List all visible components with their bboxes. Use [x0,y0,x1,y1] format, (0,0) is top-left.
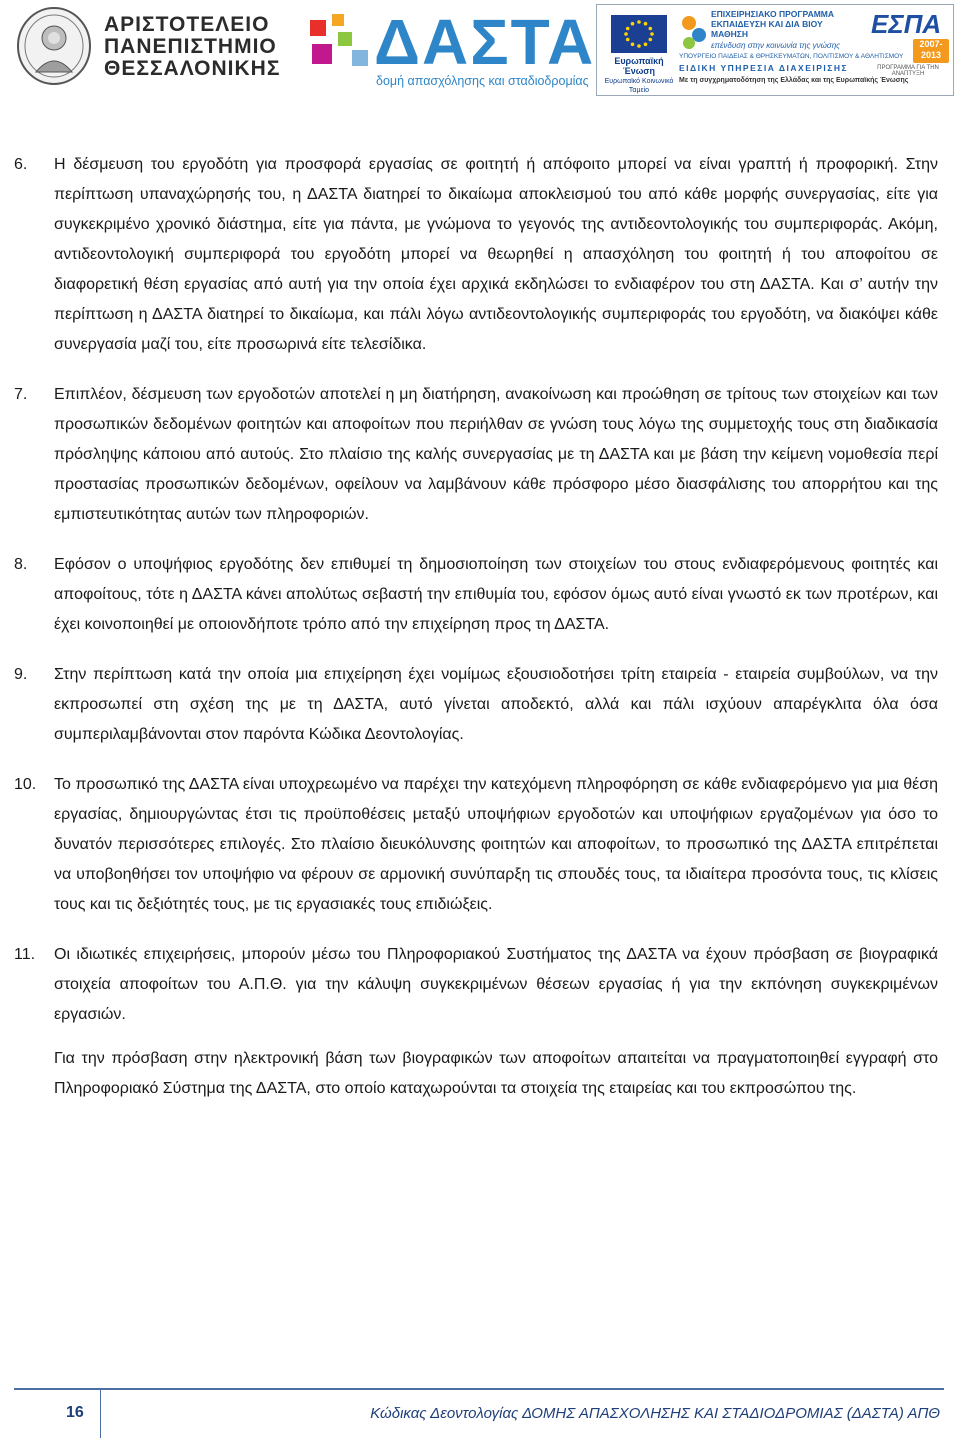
university-name-line3: ΘΕΣΣΑΛΟΝΙΚΗΣ [104,57,281,80]
list-item [14,150,938,360]
list-item [14,770,938,920]
list-item [14,380,938,530]
list-item-text: Εφόσον ο υποψήφιος εργοδότης δεν επιθυμεί τη δημοσιοποίηση των στοιχείων του στους ενδιαφερόμενους φοιτητές και αποφοίτους, τότε η ΔΑΣΤΑ κάνει απολύτως σεβαστή την επιθυμία του, εφόσον όμως αυτό είναι γνωστό εκ των προτέρων, και έχει κοινοποιηθεί με οποιονδήποτε τρόπο από την επιχείρηση προς τη ΔΑΣΤΑ. [54,556,938,633]
list-item [14,940,938,1030]
list-item [14,550,938,640]
page-header [0,0,960,100]
university-seal-icon [16,6,92,86]
eu-label: Ευρωπαϊκή Ένωση [614,56,664,76]
list-item-number: 11. [14,946,36,963]
programme-mark-icon [679,11,709,51]
page-number: 16 [66,1404,84,1421]
list-item-number: 6. [14,156,28,173]
eu-funding-banner [596,4,954,96]
footer-title: Κώδικας Δεοντολογίας ΔΟΜΗΣ ΑΠΑΣΧΟΛΗΣΗΣ ΚΑΙ ΣΤΑΔΙΟΔΡΟΜΙΑΣ (ΔΑΣΤΑ) ΑΠΘ [370,1405,940,1422]
programme-name: ΕΠΙΧΕΙΡΗΣΙΑΚΟ ΠΡΟΓΡΑΜΜΑ ΕΚΠΑΙΔΕΥΣΗ ΚΑΙ ΔΙΑ ΒΙΟΥ ΜΑΘΗΣΗ [711,9,835,39]
footer-separator [100,1390,101,1438]
auth-logo [12,6,292,86]
list-item-number: 9. [14,666,28,683]
dasta-logo [308,6,596,92]
eu-flag-icon [611,15,667,53]
document-body [14,150,938,1104]
dasta-name: ΔΑΣΤΑ [374,6,596,78]
list-item-text: Οι ιδιωτικές επιχειρήσεις, μπορούν μέσω του Πληροφοριακού Συστήματος της ΔΑΣΤΑ να έχουν πρόσβαση σε βιογραφικά στοιχεία αποφοίτων του Α.Π.Θ. για την κάλυψη συγκεκριμένων θέσεων εργασίας ή για την εκπόνηση συγκεκριμένων εργασιών. [54,946,938,1023]
page-footer [0,1388,960,1442]
programme-slogan: επένδυση στην κοινωνία της γνώσης [711,41,841,50]
university-name [104,14,280,80]
espa-title: ΕΣΠΑ [871,9,942,39]
list-item-text: Το προσωπικό της ΔΑΣΤΑ είναι υποχρεωμένο να παρέχει την κατεχόμενη πληροφόρηση σε κάθε ενδιαφερόμενο για μια θέση εργασίας, δημιουργώντας έτσι τις προϋποθέσεις μεταξύ υποψήφιων εργοδοτών και υποψήφιων εργαζομένων για όσο το δυνατόν περισσότερες επιλογές. Στο πλαίσιο διευκόλυνσης φοιτητών και αποφοίτων, το προσωπικό της ΔΑΣΤΑ επιτρέπεται να υποβοηθήσει τον υποψήφιο να φέρουν σε αρμονική συνύπαρξη τις σπουδές τους, τα ιδιαίτερα προσόντα τους, τις κλίσεις τους και τις δεξιότητές τους, με τις εργασιακές τους επιδιώξεις. [54,776,938,913]
ministry-name: ΥΠΟΥΡΓΕΙΟ ΠΑΙΔΕΙΑΣ & ΘΡΗΣΚΕΥΜΑΤΩΝ, ΠΟΛΙΤΙΣΜΟΥ & ΑΘΛΗΤΙΣΜΟΥ [679,53,904,60]
university-name-line2: ΠΑΝΕΠΙΣΤΗΜΙΟ [104,35,277,58]
dasta-subtitle: δομή απασχόλησης και σταδιοδρομίας [376,74,589,88]
list-item-text: Στην περίπτωση κατά την οποία μια επιχείρηση έχει νομίμως εξουσιοδοτήσει τρίτη εταιρεία - εταιρεία συμβούλων, να την εκπροσωπεί στη σχέση της με τη ΔΑΣΤΑ, αυτό γίνεται αποδεκτό, αλλά και πάλι ισχύουν απαρέγκλιτα όλα όσα συμπεριλαμβάνονται στον παρόντα Κώδικα Δεοντολογίας. [54,666,938,743]
footer-divider [14,1388,944,1390]
cofunding-note: Με τη συγχρηματοδότηση της Ελλάδας και της Ευρωπαϊκής Ένωσης [679,77,909,84]
eu-fund: Ευρωπαϊκό Κοινωνικό Ταμείο [604,78,674,94]
list-item [14,660,938,750]
list-item-text: Η δέσμευση του εργοδότη για προσφορά εργασίας σε φοιτητή ή απόφοιτο μπορεί να είναι γραπτή ή προφορική. Στην περίπτωση υπαναχώρησής του, η ΔΑΣΤΑ διατηρεί το δικαίωμα αποκλεισμού του από κάθε μορφής συνεργασίας, είτε για συγκεκριμένο χρονικό διάστημα, είτε για πάντα, με γνώμονα το γεγονός της αντιδεοντολογικής του συμπεριφοράς. Ακόμη, αντιδεοντολογική συμπεριφορά του εργοδότη μπορεί να θεωρηθεί η απασχόληση του φοιτητή ή του αποφοίτου σε διαφορετική θέση εργασίας από αυτή για την οποία έχει αρχικά εκδηλώσει το ενδιαφέρον του στη ΔΑΣΤΑ. Και σ’ αυτήν την περίπτωση η ΔΑΣΤΑ διατηρεί το δικαίωμα, και πάλι λόγω αντιδεοντολογικής συμπεριφοράς του εργοδότη, να διακόψει κάθε συνεργασία μαζί του, είτε προσωρινά είτε τελεσίδικα. [54,156,938,353]
list-item-number: 10. [14,776,37,793]
list-item-number: 7. [14,386,28,403]
list-item-number: 8. [14,556,28,573]
registration-paragraph: Για την πρόσβαση στην ηλεκτρονική βάση των βιογραφικών των αποφοίτων απαιτείται να πραγματοποιηθεί εγγραφή στο Πληροφοριακό Σύστημα της ΔΑΣΤΑ, στο οποίο καταχωρούνται τα στοιχεία της εταιρείας και του εκπροσώπου της. [54,1050,938,1097]
espa-caption: ΠΡΟΓΡΑΜΜΑ ΓΙΑ ΤΗΝ ΑΝΑΠΤΥΞΗ [877,65,939,77]
university-name-line1: ΑΡΙΣΤΟΤΕΛΕΙΟ [104,13,270,36]
eu-caption [603,57,675,95]
espa-years: 2007-2013 [913,39,949,63]
list-item-text: Επιπλέον, δέσμευση των εργοδοτών αποτελεί η μη διατήρηση, ανακοίνωση και προώθηση σε τρίτους των στοιχείων και των προσωπικών δεδομένων φοιτητών και αποφοίτων που περιήλθαν σε γνώση τους λόγω της συμμετοχής τους στη διαδικασία πρόσληψης κάποιου από αυτούς. Στο πλαίσιο της καλής συνεργασίας με τη ΔΑΣΤΑ και με βάση την κείμενη νομοθεσία περί προστασίας προσωπικών δεδομένων, οφείλουν να λαμβάνουν κάθε πρόσφορο μέσο διασφάλισης του απορρήτου και της εμπιστευτικότητας αυτών των πληροφοριών. [54,386,938,523]
dasta-squares-icon [308,14,372,74]
managing-service: ΕΙΔΙΚΗ ΥΠΗΡΕΣΙΑ ΔΙΑΧΕΙΡΙΣΗΣ [679,63,849,73]
